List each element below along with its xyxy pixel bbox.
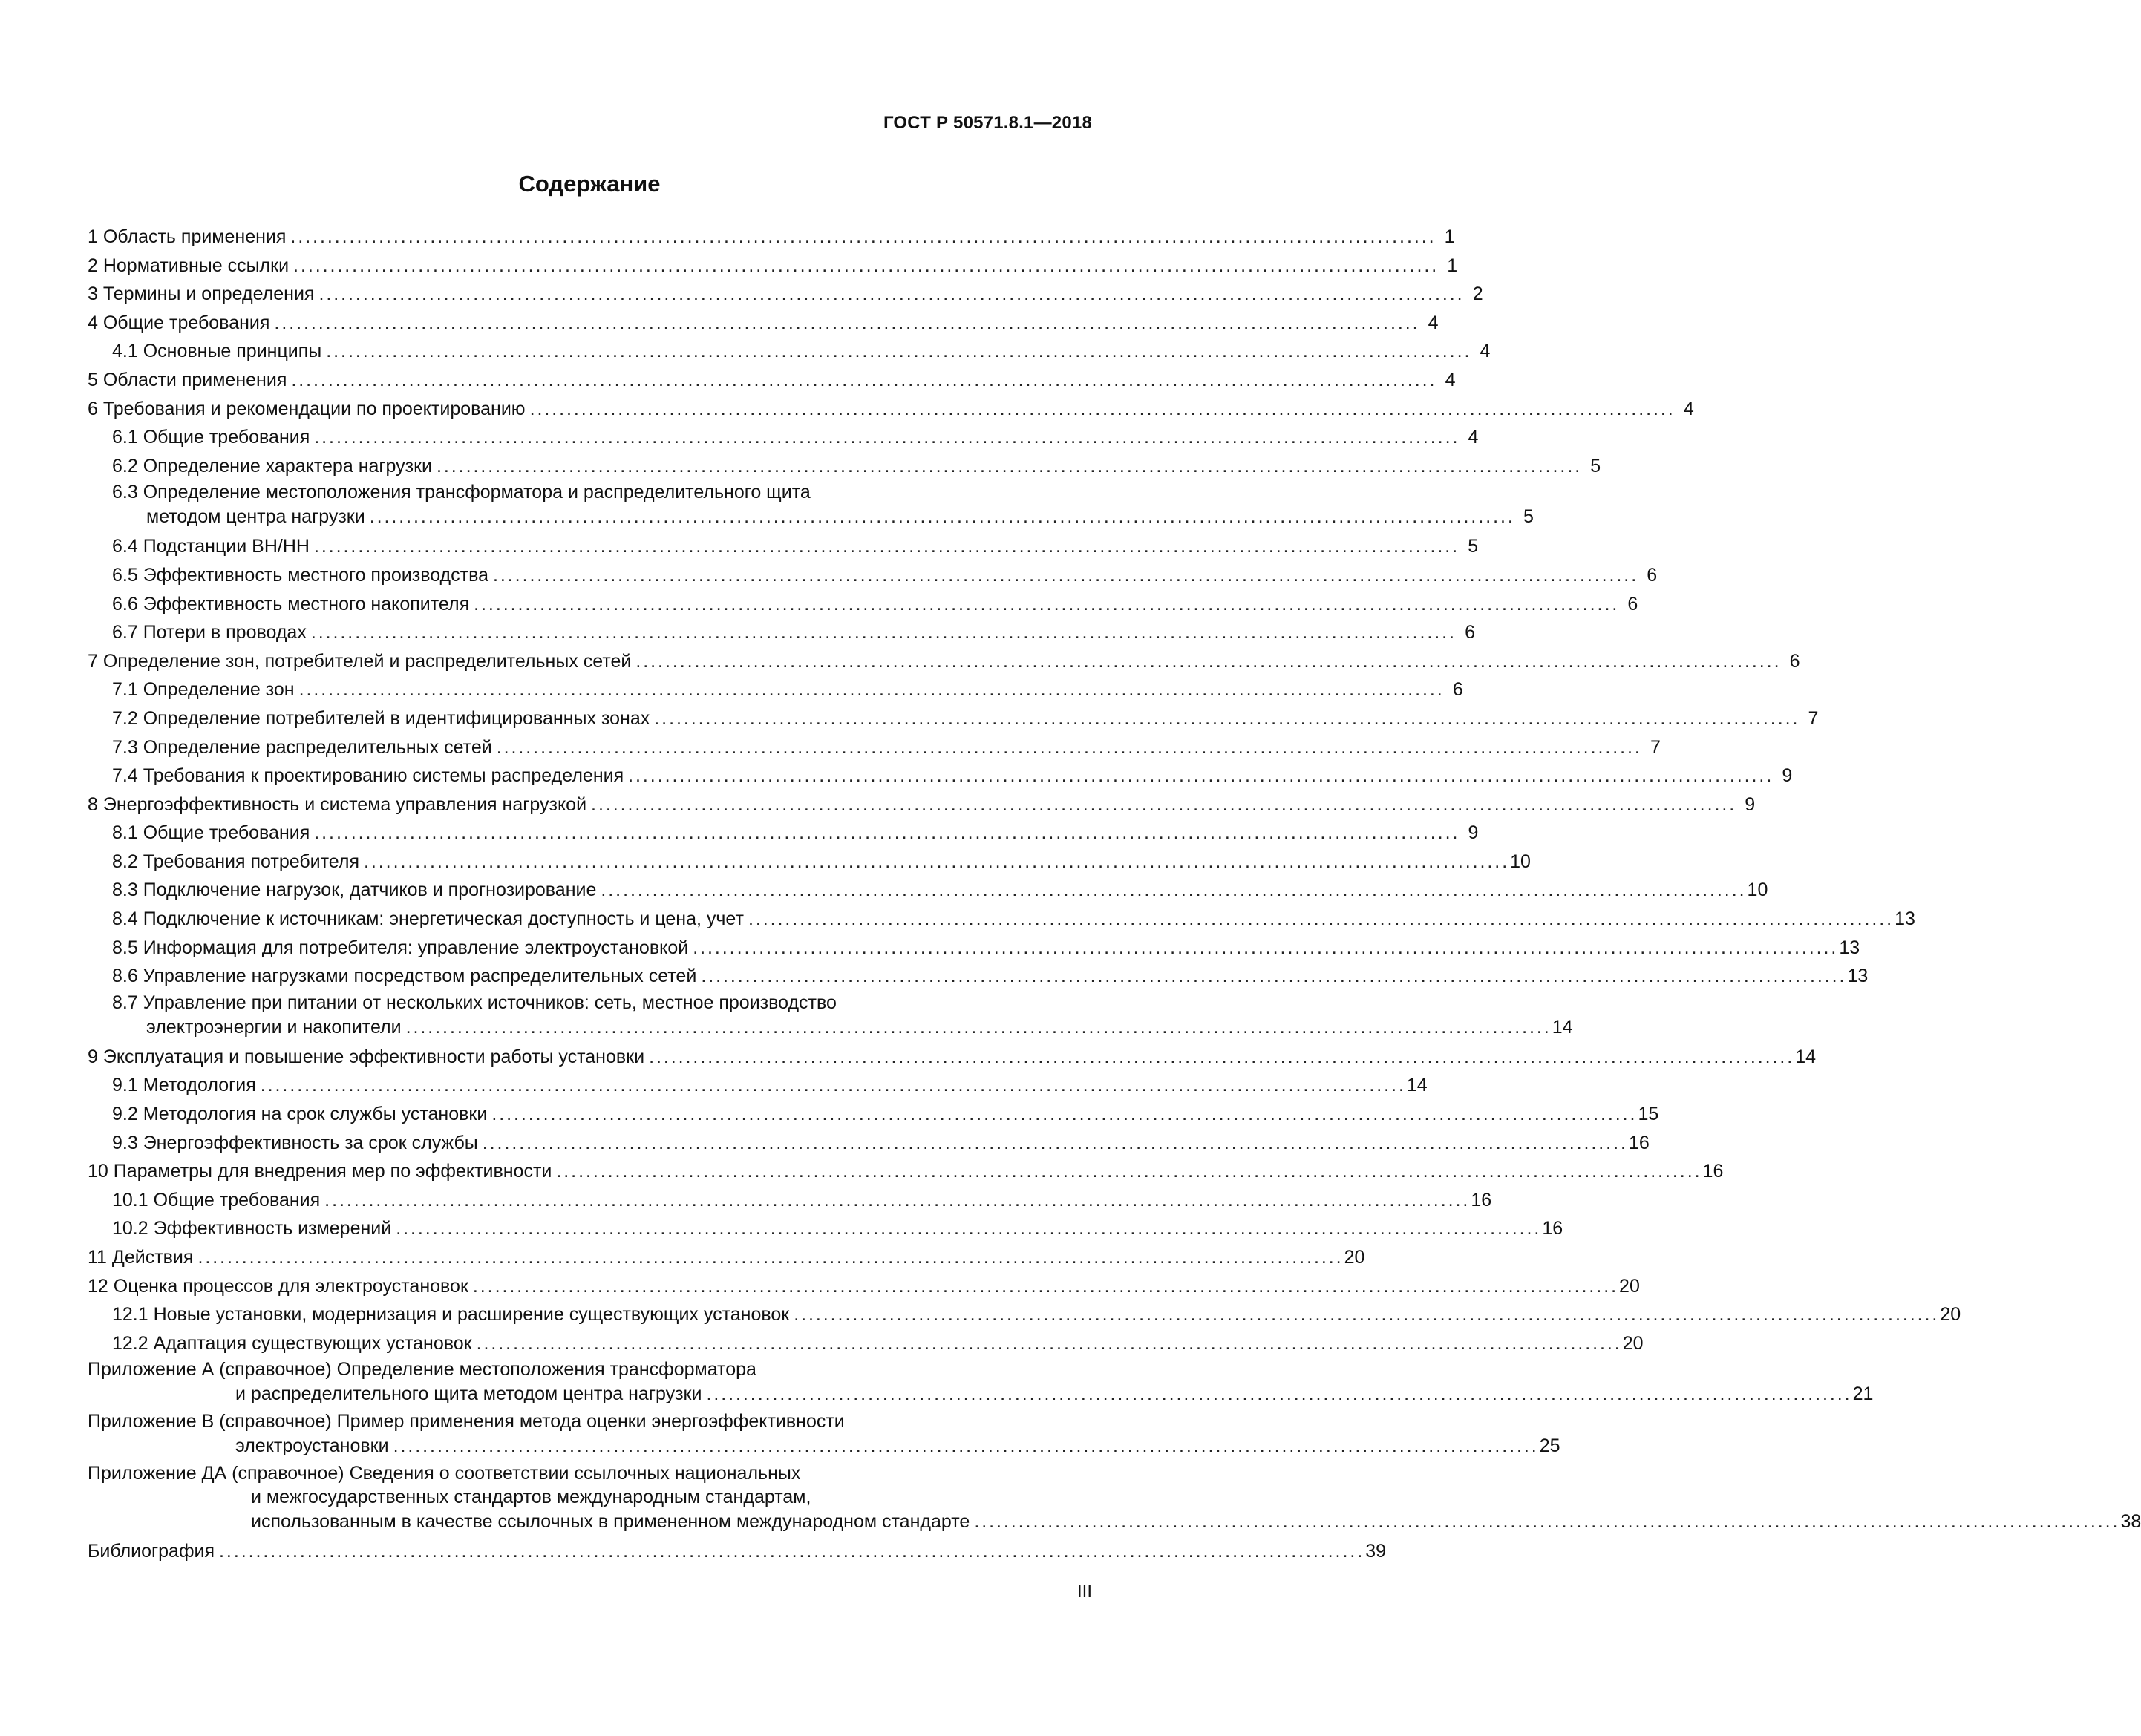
toc-entry[interactable] [88, 252, 1458, 281]
toc-entry[interactable] [88, 647, 1800, 676]
toc-page-number: 5 [1523, 506, 1534, 528]
toc-page-number: 2 [1472, 284, 1483, 305]
toc-entry-title: 12.1 Новые установки, модернизация и расширение существующих установок [112, 1304, 790, 1326]
dot-leader [274, 309, 1416, 338]
toc-entry-title: использованным в качестве ссылочных в примененном международном стандарте [251, 1511, 970, 1533]
page-number: III [1076, 1582, 1092, 1602]
toc-entry[interactable] [88, 452, 1601, 481]
dot-leader [219, 1537, 1361, 1566]
toc-entry[interactable] [88, 905, 1915, 934]
toc-entry-title: 2 Нормативные ссылки [88, 255, 290, 276]
toc-entry[interactable] [88, 1100, 1659, 1129]
toc-entry-title: 8.5 Информация для потребителя: управление электроустановкой [112, 937, 689, 958]
dot-leader [364, 848, 1506, 877]
toc-entry[interactable] [88, 223, 1455, 252]
dot-leader [693, 934, 1834, 963]
toc-page-number: 16 [1542, 1218, 1563, 1239]
toc-entry-title: 10.1 Общие требования [112, 1189, 321, 1211]
toc-page-number: 14 [1795, 1046, 1817, 1067]
toc-entry[interactable] [88, 1129, 1650, 1158]
toc-entry[interactable] [88, 876, 1768, 905]
dot-leader [326, 337, 1468, 366]
toc-page-number: 21 [1852, 1383, 1874, 1405]
toc-entry-title: 9.3 Энергоэффективность за срок службы [112, 1132, 478, 1153]
toc-entry-title: 7 Определение зон, потребителей и распределительных сетей [88, 650, 632, 672]
toc-page-number: 6 [1465, 622, 1475, 643]
toc-entry-title: 11 Действия [88, 1247, 194, 1268]
toc-page-number: 13 [1895, 908, 1915, 930]
toc-page-number: 6 [1627, 593, 1638, 615]
dot-leader [483, 1129, 1624, 1158]
toc-page-number: 4 [1428, 312, 1439, 333]
toc-entry[interactable] [88, 1272, 1640, 1301]
dot-leader [261, 1071, 1402, 1100]
toc-entry[interactable] [88, 1214, 1563, 1243]
toc-entry[interactable] [88, 991, 1573, 1041]
toc-entry[interactable] [88, 590, 1638, 619]
dot-leader [473, 1272, 1615, 1301]
toc-entry[interactable] [88, 761, 1793, 790]
dot-leader [396, 1214, 1537, 1243]
toc-entry-title: 6 Требования и рекомендации по проектированию [88, 398, 526, 419]
toc-entry-title: 6.2 Определение характера нагрузки [112, 455, 433, 476]
toc-entry[interactable] [88, 1329, 1644, 1358]
toc-page-number: 6 [1647, 564, 1658, 586]
toc-entry-title: 8.2 Требования потребителя [112, 851, 359, 872]
dot-leader [701, 962, 1843, 991]
dot-leader [974, 1509, 2116, 1535]
dot-leader [197, 1243, 1339, 1272]
toc-entry[interactable] [88, 1071, 1428, 1100]
toc-page-number: 4 [1468, 427, 1479, 448]
toc-entry-title: 7.3 Определение распределительных сетей [112, 736, 492, 758]
dot-leader [601, 876, 1742, 905]
toc-entry-title: 4.1 Основные принципы [112, 341, 322, 362]
toc-page-number: 4 [1683, 398, 1694, 419]
toc-entry[interactable] [88, 790, 1756, 819]
toc-entry-title: 8.6 Управление нагрузками посредством распределительных сетей [112, 966, 697, 987]
dot-leader [497, 733, 1638, 762]
toc-entry-title: 6.6 Эффективность местного накопителя [112, 593, 470, 615]
toc-entry-title: 6.1 Общие требования [112, 427, 310, 448]
toc-page-number: 5 [1590, 455, 1601, 476]
toc-entry-title: 5 Области применения [88, 369, 287, 390]
toc-page-number: 7 [1650, 736, 1661, 758]
toc-page-number: 4 [1445, 369, 1456, 390]
dot-leader [530, 395, 1672, 424]
toc-page-number: 25 [1539, 1435, 1560, 1457]
toc-entry-title: 10 Параметры для внедрения мер по эффективности [88, 1161, 552, 1182]
dot-leader [491, 1100, 1633, 1129]
toc-page-number: 13 [1847, 966, 1869, 987]
dot-leader [290, 223, 1432, 252]
toc-entry[interactable] [88, 704, 1819, 733]
toc-entry-title: 4 Общие требования [88, 312, 270, 333]
toc-entry[interactable] [88, 733, 1661, 762]
toc-entry[interactable] [88, 1043, 1817, 1072]
dot-leader [370, 504, 1511, 530]
dot-leader [437, 452, 1578, 481]
toc-entry-title: 6.3 Определение местоположения трансформатора и распределительного щита [112, 482, 811, 503]
toc-entry[interactable] [88, 1300, 1961, 1329]
toc-entry[interactable] [88, 819, 1479, 848]
toc-page-number: 6 [1452, 679, 1463, 701]
toc-entry[interactable] [88, 618, 1475, 647]
toc-page-number: 1 [1444, 226, 1455, 247]
toc-entry-title: 8 Энергоэффективность и система управления нагрузкой [88, 793, 587, 815]
toc-entry[interactable] [88, 1157, 1724, 1186]
toc-entry[interactable] [88, 309, 1439, 338]
dot-leader [406, 1015, 1548, 1041]
toc-entry-title: 9.1 Методология [112, 1075, 256, 1096]
toc-entry-title: электроэнергии и накопители [146, 1016, 402, 1038]
dot-leader [635, 647, 1777, 676]
dot-leader [314, 423, 1456, 452]
toc-entry-title: 7.1 Определение зон [112, 679, 295, 701]
toc-entry[interactable] [88, 934, 1860, 963]
toc-entry-title: Приложение А (справочное) Определение местоположения трансформатора [88, 1359, 756, 1380]
dot-leader [311, 618, 1453, 647]
dot-leader [628, 761, 1770, 790]
toc-entry-title: Приложение ДА (справочное) Сведения о соответствии ссылочных национальных [88, 1463, 801, 1484]
toc-entry[interactable] [88, 1243, 1365, 1272]
toc-entry[interactable] [88, 395, 1694, 424]
toc-entry[interactable] [88, 1461, 2141, 1535]
dot-leader [654, 704, 1796, 733]
toc-entry[interactable] [88, 848, 1531, 877]
toc-page-number: 5 [1468, 536, 1479, 557]
toc-page-number: 13 [1839, 937, 1860, 958]
document-code: ГОСТ Р 50571.8.1—2018 [883, 113, 1092, 133]
toc-page-number: 9 [1745, 793, 1756, 815]
dot-leader [393, 1433, 1535, 1459]
toc-entry-title: 12 Оценка процессов для электроустановок [88, 1275, 468, 1297]
toc-entry-title: 8.4 Подключение к источникам: энергетическая доступность и цена, учет [112, 908, 744, 930]
table-of-contents [88, 223, 2141, 1566]
toc-entry-title: 1 Область применения [88, 226, 287, 247]
toc-page-number: 39 [1365, 1541, 1386, 1562]
dot-leader [591, 790, 1733, 819]
toc-entry-title: 3 Термины и определения [88, 284, 315, 305]
toc-entry[interactable] [88, 532, 1479, 561]
dot-leader [794, 1300, 1935, 1329]
dot-leader [293, 252, 1435, 281]
toc-entry[interactable] [88, 962, 1869, 991]
dot-leader [291, 366, 1433, 395]
toc-entry-title: электроустановки [235, 1435, 389, 1457]
toc-entry-title: 8.1 Общие требования [112, 822, 310, 844]
toc-page-number: 9 [1782, 765, 1793, 787]
toc-page-number: 20 [1622, 1332, 1644, 1354]
toc-entry-title: 7.4 Требования к проектированию системы распределения [112, 765, 624, 787]
toc-entry-title: 6.4 Подстанции ВН/НН [112, 536, 310, 557]
toc-page-number: 10 [1747, 880, 1768, 901]
dot-leader [706, 1381, 1848, 1407]
dot-leader [556, 1157, 1698, 1186]
dot-leader [748, 905, 1890, 934]
toc-entry[interactable] [88, 423, 1479, 452]
toc-entry[interactable] [88, 280, 1483, 309]
dot-leader [474, 590, 1615, 619]
toc-page-number: 20 [1344, 1247, 1365, 1268]
toc-entry-title: 12.2 Адаптация существующих установок [112, 1332, 472, 1354]
toc-page-number: 14 [1552, 1016, 1573, 1038]
toc-entry-title: 7.2 Определение потребителей в идентифицированных зонах [112, 707, 650, 729]
dot-leader [324, 1186, 1466, 1215]
toc-page-number: 38 [2120, 1511, 2141, 1533]
toc-page-number: 16 [1471, 1189, 1492, 1211]
toc-page-number: 16 [1702, 1161, 1724, 1182]
dot-leader [649, 1043, 1791, 1072]
dot-leader [493, 561, 1635, 590]
toc-entry-title: 9.2 Методология на срок службы установки [112, 1104, 488, 1125]
toc-entry-title: 6.5 Эффективность местного производства [112, 564, 488, 586]
toc-entry[interactable] [88, 1186, 1492, 1215]
toc-entry[interactable] [88, 1409, 1560, 1459]
toc-entry[interactable] [88, 480, 1534, 530]
toc-entry-title: и межгосударственных стандартов международным стандартам, [251, 1487, 811, 1508]
toc-entry-title: методом центра нагрузки [146, 506, 365, 528]
toc-page-number: 14 [1406, 1075, 1428, 1096]
toc-entry-title: и распределительного щита методом центра нагрузки [235, 1383, 702, 1405]
toc-page-number: 20 [1940, 1304, 1961, 1326]
page-title: Содержание [518, 171, 661, 197]
toc-entry[interactable] [88, 366, 1456, 395]
toc-page-number: 15 [1638, 1104, 1659, 1125]
toc-entry[interactable] [88, 337, 1491, 366]
dot-leader [314, 532, 1456, 561]
toc-entry-title: Приложение В (справочное) Пример применения метода оценки энергоэффективности [88, 1411, 845, 1432]
dot-leader [314, 819, 1456, 848]
toc-page-number: 7 [1808, 707, 1819, 729]
toc-entry[interactable] [88, 1537, 1386, 1566]
toc-page-number: 4 [1480, 341, 1491, 362]
toc-page-number: 9 [1468, 822, 1479, 844]
dot-leader [318, 280, 1460, 309]
toc-page-number: 6 [1789, 650, 1800, 672]
toc-page-number: 16 [1628, 1132, 1650, 1153]
toc-entry[interactable] [88, 675, 1463, 704]
toc-page-number: 10 [1510, 851, 1531, 872]
dot-leader [477, 1329, 1618, 1358]
toc-entry-title: 8.3 Подключение нагрузок, датчиков и прогнозирование [112, 880, 597, 901]
toc-page-number: 20 [1619, 1275, 1640, 1297]
toc-entry-title: 6.7 Потери в проводах [112, 622, 307, 643]
toc-entry-title: 9 Эксплуатация и повышение эффективности работы установки [88, 1046, 645, 1067]
toc-entry[interactable] [88, 1357, 1874, 1407]
toc-entry-title: 8.7 Управление при питании от нескольких источников: сеть, местное производство [112, 992, 837, 1013]
dot-leader [299, 675, 1441, 704]
toc-entry-title: 10.2 Эффективность измерений [112, 1218, 392, 1239]
toc-page-number: 1 [1447, 255, 1458, 276]
toc-entry[interactable] [88, 561, 1658, 590]
toc-entry-title: Библиография [88, 1541, 215, 1562]
